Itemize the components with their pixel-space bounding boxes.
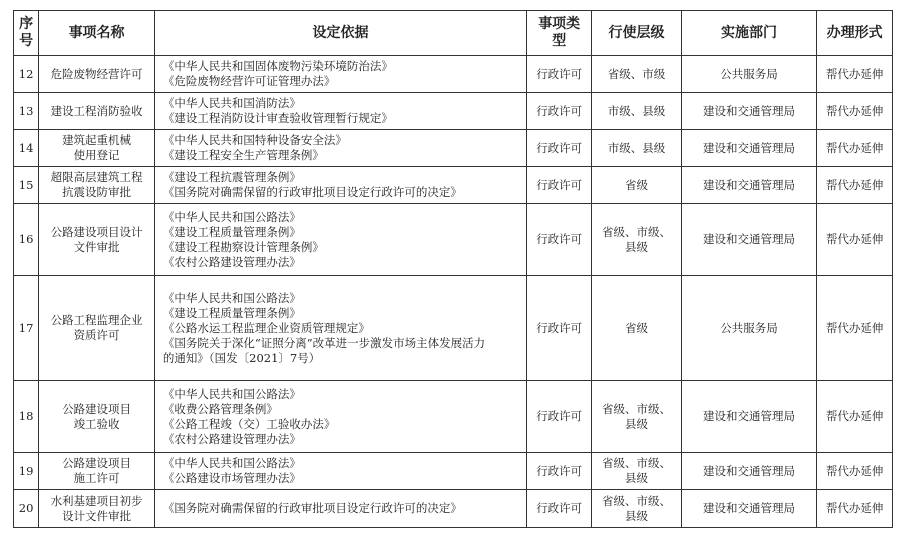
- legal-basis-line: 《公路建设市场管理办法》: [162, 471, 301, 485]
- item-name-line: 施工许可: [73, 471, 120, 485]
- table-row: [14, 130, 893, 167]
- legal-basis-line: 《农村公路建设管理办法》: [162, 254, 301, 269]
- item-name-line: 超限高层建筑工程: [50, 170, 143, 184]
- table-row: [14, 490, 893, 528]
- item-type-cell: 行政许可: [527, 204, 592, 276]
- row-number-cell: 19: [14, 453, 39, 490]
- exercise-level-cell: [592, 130, 681, 167]
- legal-basis-cell: [154, 167, 526, 204]
- exercise-level-line: 省级、市级: [607, 66, 666, 81]
- handling-form-cell: 帮代办延伸: [817, 453, 893, 490]
- legal-basis-cell: [154, 453, 526, 490]
- legal-basis-line: 《国务院关于深化“证照分离”改革进一步激发市场主体发展活力: [162, 335, 486, 350]
- legal-basis-line: 《建设工程质量管理条例》: [162, 224, 301, 239]
- item-name-cell: [39, 204, 155, 276]
- header-no: 序号: [14, 11, 39, 56]
- legal-basis-line: 的通知》（国发〔2021〕7号）: [162, 350, 321, 365]
- exercise-level-line: 省级、市级、: [601, 401, 671, 416]
- legal-basis-line: 《收费公路管理条例》: [162, 401, 278, 416]
- item-name-cell: [39, 130, 155, 167]
- row-number-cell: 15: [14, 167, 39, 204]
- item-name-cell: [39, 56, 155, 93]
- item-name-line: 资质许可: [73, 328, 120, 342]
- row-number-cell: 16: [14, 204, 39, 276]
- item-type-cell: 行政许可: [527, 56, 592, 93]
- item-name-line: 设计文件审批: [62, 508, 132, 523]
- table-row: [14, 56, 893, 93]
- handling-form-cell: 帮代办延伸: [817, 204, 893, 276]
- legal-basis-line: 《建设工程勘察设计管理条例》: [162, 239, 324, 254]
- legal-basis-line: 《公路工程竣（交）工验收办法》: [162, 416, 336, 431]
- table-row: [14, 167, 893, 204]
- item-name-cell: [39, 93, 155, 130]
- item-name-line: 建筑起重机械: [62, 133, 132, 147]
- exercise-level-line: 县级: [624, 416, 648, 431]
- item-type-cell: 行政许可: [527, 130, 592, 167]
- department-cell: 公共服务局: [681, 56, 817, 93]
- legal-basis-line: 《中华人民共和国消防法》: [162, 96, 301, 110]
- item-name-line: 水利基建项目初步: [50, 493, 143, 508]
- legal-basis-cell: [154, 276, 526, 381]
- legal-basis-line: 《国务院对确需保留的行政审批项目设定行政许可的决定》: [162, 185, 462, 199]
- item-name-cell: [39, 381, 155, 453]
- handling-form-cell: 帮代办延伸: [817, 381, 893, 453]
- item-type-cell: 行政许可: [527, 167, 592, 204]
- department-cell: 建设和交通管理局: [681, 453, 817, 490]
- department-cell: 建设和交通管理局: [681, 130, 817, 167]
- item-name-line: 公路建设项目: [62, 401, 132, 416]
- handling-form-cell: 帮代办延伸: [817, 167, 893, 204]
- legal-basis-line: 《危险废物经营许可证管理办法》: [162, 74, 336, 88]
- legal-basis-line: 《公路水运工程监理企业资质管理规定》: [162, 320, 370, 335]
- exercise-level-cell: [592, 490, 681, 528]
- item-type-cell: 行政许可: [527, 93, 592, 130]
- exercise-level-line: 省级、市级、: [601, 224, 671, 239]
- item-name-line: 公路建设项目: [62, 456, 132, 470]
- header-basis: 设定依据: [154, 11, 526, 56]
- legal-basis-line: 《建设工程抗震管理条例》: [162, 170, 301, 184]
- item-name-line: 公路工程监理企业: [50, 313, 143, 327]
- department-cell: 建设和交通管理局: [681, 490, 817, 528]
- legal-basis-line: 《建设工程消防设计审查验收管理暂行规定》: [162, 111, 393, 125]
- item-name-cell: [39, 276, 155, 381]
- item-name-line: 抗震设防审批: [62, 185, 132, 199]
- item-type-cell: 行政许可: [527, 490, 592, 528]
- legal-basis-line: 《中华人民共和国公路法》: [162, 290, 301, 305]
- exercise-level-line: 县级: [624, 239, 648, 254]
- department-cell: 建设和交通管理局: [681, 167, 817, 204]
- row-number-cell: 12: [14, 56, 39, 93]
- exercise-level-cell: [592, 93, 681, 130]
- handling-form-cell: 帮代办延伸: [817, 56, 893, 93]
- handling-form-cell: 帮代办延伸: [817, 93, 893, 130]
- table-header-row: [14, 11, 893, 56]
- item-name-line: 建设工程消防验收: [50, 103, 143, 118]
- header-dept: 实施部门: [681, 11, 817, 56]
- legal-basis-cell: [154, 204, 526, 276]
- exercise-level-cell: [592, 204, 681, 276]
- legal-basis-line: 《建设工程安全生产管理条例》: [162, 148, 324, 162]
- item-type-cell: 行政许可: [527, 453, 592, 490]
- exercise-level-line: 市级、县级: [607, 140, 666, 155]
- department-cell: 建设和交通管理局: [681, 93, 817, 130]
- header-level: 行使层级: [592, 11, 681, 56]
- exercise-level-cell: [592, 453, 681, 490]
- legal-basis-cell: [154, 381, 526, 453]
- department-cell: 建设和交通管理局: [681, 381, 817, 453]
- item-name-line: 危险废物经营许可: [50, 66, 143, 81]
- legal-basis-cell: [154, 56, 526, 93]
- header-type: 事项类型: [527, 11, 592, 56]
- legal-basis-line: 《建设工程质量管理条例》: [162, 305, 301, 320]
- item-type-cell: 行政许可: [527, 276, 592, 381]
- item-name-line: 公路建设项目设计: [50, 224, 143, 239]
- administrative-items-table: [13, 10, 893, 528]
- row-number-cell: 13: [14, 93, 39, 130]
- exercise-level-line: 省级、市级、: [601, 456, 671, 470]
- item-name-cell: [39, 490, 155, 528]
- exercise-level-cell: [592, 56, 681, 93]
- table-row: [14, 204, 893, 276]
- item-name-line: 文件审批: [73, 239, 120, 254]
- legal-basis-line: 《中华人民共和国公路法》: [162, 386, 301, 401]
- row-number-cell: 20: [14, 490, 39, 528]
- exercise-level-cell: [592, 381, 681, 453]
- legal-basis-cell: [154, 130, 526, 167]
- legal-basis-line: 《中华人民共和国特种设备安全法》: [162, 133, 347, 147]
- table-row: [14, 453, 893, 490]
- table-body: [14, 56, 893, 528]
- header-name: 事项名称: [39, 11, 155, 56]
- department-cell: 公共服务局: [681, 276, 817, 381]
- item-name-cell: [39, 167, 155, 204]
- table-row: [14, 276, 893, 381]
- legal-basis-line: 《中华人民共和国公路法》: [162, 209, 301, 224]
- item-type-cell: 行政许可: [527, 381, 592, 453]
- table-row: [14, 93, 893, 130]
- exercise-level-line: 省级: [624, 320, 648, 335]
- row-number-cell: 18: [14, 381, 39, 453]
- exercise-level-line: 省级: [624, 177, 648, 192]
- item-name-line: 竣工验收: [73, 416, 120, 431]
- exercise-level-line: 省级、市级、: [601, 493, 671, 508]
- header-form: 办理形式: [817, 11, 893, 56]
- legal-basis-cell: [154, 490, 526, 528]
- legal-basis-cell: [154, 93, 526, 130]
- exercise-level-cell: [592, 276, 681, 381]
- item-name-cell: [39, 453, 155, 490]
- legal-basis-line: 《农村公路建设管理办法》: [162, 431, 301, 446]
- row-number-cell: 17: [14, 276, 39, 381]
- handling-form-cell: 帮代办延伸: [817, 276, 893, 381]
- legal-basis-line: 《中华人民共和国公路法》: [162, 456, 301, 470]
- legal-basis-line: 《中华人民共和国固体废物污染环境防治法》: [162, 59, 393, 73]
- exercise-level-line: 县级: [624, 508, 648, 523]
- exercise-level-line: 县级: [624, 471, 648, 485]
- exercise-level-line: 市级、县级: [607, 103, 666, 118]
- handling-form-cell: 帮代办延伸: [817, 130, 893, 167]
- legal-basis-line: 《国务院对确需保留的行政审批项目设定行政许可的决定》: [162, 501, 462, 515]
- department-cell: 建设和交通管理局: [681, 204, 817, 276]
- table-row: [14, 381, 893, 453]
- item-name-line: 使用登记: [73, 148, 120, 162]
- exercise-level-cell: [592, 167, 681, 204]
- handling-form-cell: 帮代办延伸: [817, 490, 893, 528]
- row-number-cell: 14: [14, 130, 39, 167]
